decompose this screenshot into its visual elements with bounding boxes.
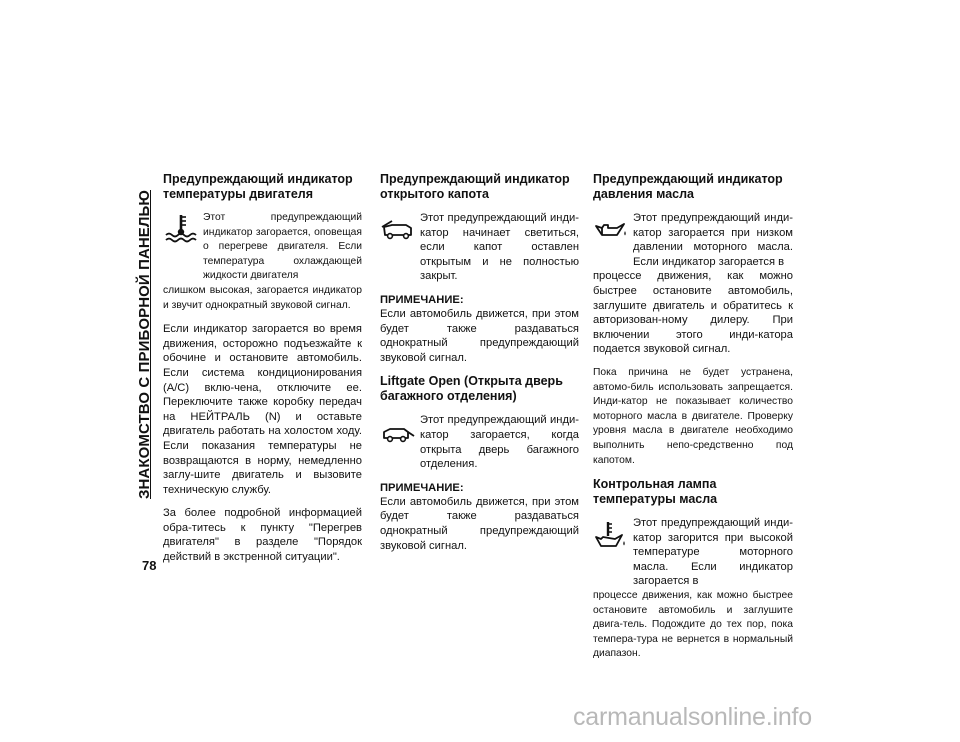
side-section-tab [130,152,158,537]
engine-temperature-intro-cont: слишком высокая, загорается индикатор и звучит однократный звуковой сигнал. [163,284,362,311]
hood-open-text: Этот предупреждающий инди-катор начинает светиться, если капот оставлен открытым и не полностью закрыт. [420,212,579,283]
watermark: carmanualsonline.info [573,703,813,731]
engine-temperature-intro: Этот предупреждающий индикатор загорается, оповещая о перегреве двигателя. Если температура охлаждающей жидкости двигателя [203,212,362,282]
hood-open-block [380,211,579,284]
page-number: 78 [142,558,157,573]
oil-pressure-icon [593,217,629,247]
oil-temperature-intro: Этот предупреждающий инди-катор загорится при высокой температуре моторного масла. Если индикатор загорается в [633,517,793,588]
engine-temperature-reference: За более подробной информацией обра-титесь к пункту "Перегрев двигателя" в разделе "Порядок действий в экстренной ситуации". [163,507,362,564]
note-text-hood: Если автомобиль движется, при этом будет также раздаваться однократный предупреждающий звуковой сигнал. [380,307,579,364]
oil-pressure-intro: Этот предупреждающий инди-катор загорается при низком давлении моторного масла. Если индикатор загорается в [633,212,793,268]
heading-oil-pressure: Предупреждающий индикатор давления масла [593,172,783,201]
engine-temperature-block [163,211,362,313]
liftgate-open-text: Этот предупреждающий инди-катор загорается, когда открыта дверь багажного отделения. [420,414,579,471]
liftgate-open-block [380,413,579,471]
engine-temperature-text: Если индикатор загорается во время движения, осторожно подъезжайте к обочине и остановите автомобиль. Если система кондиционирования (A/C) вклю-чена, отключите ее. Переключите также коробку передач на НЕЙТРАЛЬ (N) и оставьте двигатель работать на холостом ходу. Если показания температуры не возвращаются в норму, немедленно заглу-шите двигатель и вызовите техническую службу. [163,323,362,496]
oil-temperature-icon [593,520,629,550]
oil-temperature-intro-cont: процессе движения, как можно быстрее остановите автомобиль и заглушите двига-тель. Подождите до тех пор, пока темпера-тура не вернется в нормальный диапазон. [593,590,793,660]
coolant-temperature-icon [163,213,199,243]
heading-liftgate-open: Liftgate Open (Открыта дверь багажного отделения) [380,374,563,404]
section-title: ЗНАКОМСТВО С ПРИБОРНОЙ ПАНЕЛЬЮ [135,190,153,499]
oil-pressure-text: Пока причина не будет устранена, автомо-биль использовать запрещается. Инди-катор не показывает количество моторного масла в двигателе. Проверку уровня масла в двигателе необходимо выполнить непо-средственно под капотом. [593,366,793,466]
heading-hood-open: Предупреждающий индикатор открытого капота [380,172,570,201]
heading-oil-temperature: Контрольная лампа температуры масла [593,477,718,507]
column-oil [593,172,793,671]
oil-pressure-block [593,211,793,357]
oil-temperature-block [593,516,793,662]
note-text-liftgate: Если автомобиль движется, при этом будет также раздаваться однократный предупреждающий звуковой сигнал. [380,495,579,552]
note-title-liftgate: ПРИМЕЧАНИЕ: [380,481,464,494]
note-title-hood: ПРИМЕЧАНИЕ: [380,293,464,306]
heading-engine-temperature: Предупреждающий индикатор температуры двигателя [163,172,353,201]
liftgate-open-icon [380,419,416,449]
oil-pressure-intro-cont: процессе движения, как можно быстрее остановите автомобиль, заглушите двигатель и обратитесь к авторизован-ному дилеру. При включении этого инди-катора подается звуковой сигнал. [593,270,793,356]
hood-open-icon [380,215,416,245]
column-engine-temperature [163,172,362,574]
column-hood-liftgate [380,172,579,562]
